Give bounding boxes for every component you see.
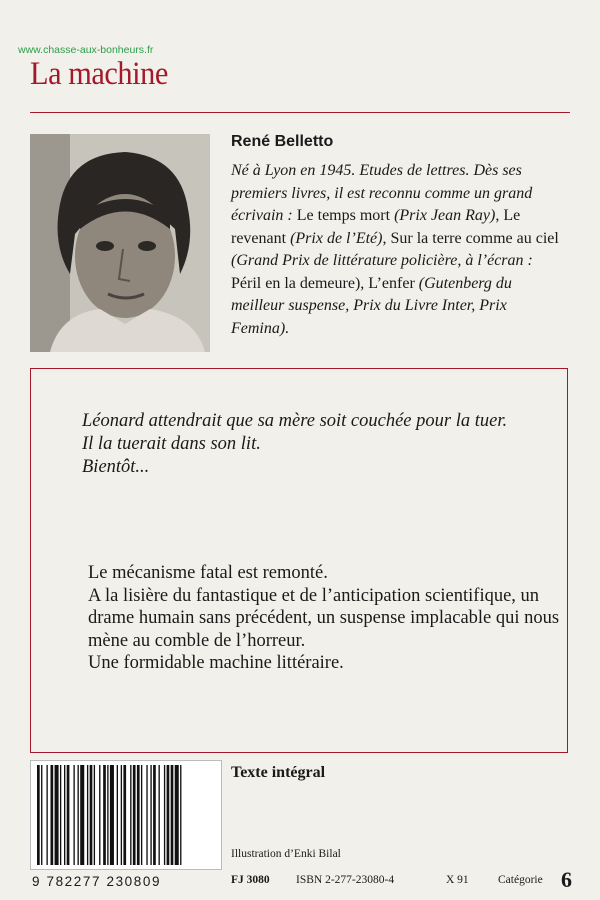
quote-line: Bientôt... — [82, 457, 150, 477]
barcode-number: 9 782277 230809 — [32, 874, 162, 889]
teaser-quote — [82, 410, 562, 479]
categorie-number: 6 — [561, 867, 572, 892]
texte-integral-label: Texte intégral — [231, 764, 326, 781]
bio-segment: Né à Lyon en 1945. Etudes de lettres. Dès ses premiers livres, il est reconnu comme un grand écrivain : — [231, 162, 533, 224]
blurb-line: Une formidable machine littéraire. — [88, 653, 344, 673]
quote-line: Léonard attendrait que sa mère soit couchée pour la tuer. — [82, 411, 508, 431]
watermark-url: www.chasse-aux-bonheurs.fr — [18, 44, 154, 56]
series-code: FJ 3080 — [231, 874, 270, 886]
bio-segment: (Gutenberg du meilleur suspense, Prix du Livre Inter, Prix Femina). — [231, 274, 512, 337]
bio-segment: (Prix de l’Eté) — [290, 229, 383, 247]
quote-line: Il la tuerait dans son lit. — [82, 434, 261, 454]
author-photo — [30, 134, 210, 352]
bio-segment: (Prix Jean Ray) — [394, 207, 496, 224]
bio-segment: , Le revenant — [231, 207, 521, 247]
isbn: ISBN 2-277-23080-4 — [296, 874, 395, 886]
categorie-label: Catégorie — [498, 874, 543, 886]
author-name: René Belletto — [231, 133, 334, 150]
blurb-line: A la lisière du fantastique et de l’anticipation scientifique, un drame humain sans précédent, un suspense implacable qui nous mène au comble de l’horreur. — [88, 585, 560, 651]
bio-segment: , Sur la terre comme au ciel — [382, 229, 559, 247]
blurb-line: Le mécanisme fatal est remonté. — [88, 563, 328, 583]
book-title: La machine — [30, 56, 168, 92]
barcode — [30, 760, 222, 870]
bio-segment: (Grand Prix de littérature policière, à l’écran : — [231, 252, 533, 269]
x-code: X 91 — [446, 874, 469, 886]
blurb-text — [88, 562, 568, 675]
author-bio — [231, 160, 561, 340]
bio-segment: Le temps mort — [296, 207, 395, 224]
bio-segment: Péril en la demeure), L’enfer — [231, 274, 419, 292]
illustration-credit: Illustration d’Enki Bilal — [231, 848, 341, 860]
title-divider — [30, 112, 570, 113]
